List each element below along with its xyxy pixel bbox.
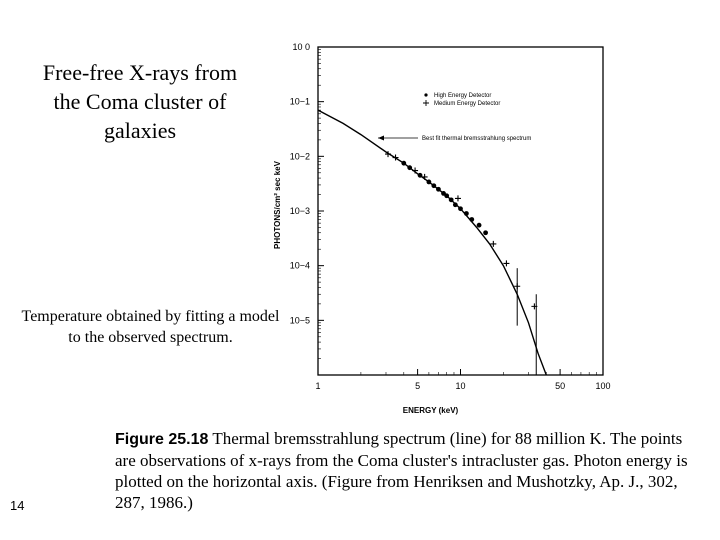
y-axis — [273, 42, 324, 359]
fit-curve-line — [318, 110, 546, 375]
x-tick-label: 50 — [555, 381, 566, 391]
annotation-arrowhead — [378, 136, 384, 141]
y-tick-label: 10−2 — [289, 151, 310, 162]
data-point-dot — [458, 206, 463, 211]
legend-plus-marker — [423, 100, 429, 106]
data-point-dot — [483, 230, 488, 235]
data-point-dot — [401, 161, 406, 166]
legend — [423, 93, 500, 107]
x-tick-label: 100 — [595, 381, 611, 391]
fit-curve — [318, 110, 546, 375]
data-point-dot — [436, 187, 441, 192]
y-tick-label: 10−1 — [289, 96, 310, 107]
data-point-dot — [426, 180, 431, 185]
data-point-dot — [469, 217, 474, 222]
data-point-dot — [477, 223, 482, 228]
x-axis — [315, 369, 610, 415]
x-tick-label: 10 — [455, 381, 466, 391]
slide-title: Free-free X-rays from the Coma cluster of galaxies — [42, 60, 238, 143]
y-tick-label: 10−3 — [289, 206, 310, 216]
data-point-dot — [407, 165, 412, 170]
data-point-dot — [464, 211, 469, 216]
x-tick-label: 5 — [415, 381, 421, 391]
data-point-dot — [444, 193, 449, 198]
data-point-dot — [453, 202, 458, 207]
legend-dot-marker — [424, 93, 427, 96]
data-point-plus — [422, 174, 428, 180]
figure-caption-label: Figure 25.18 — [115, 431, 209, 448]
y-tick-label: 10−5 — [289, 315, 310, 326]
y-axis-label: PHOTONS/cm² sec keV — [273, 161, 282, 249]
data-point-dot — [431, 183, 436, 188]
legend-entry: Medium Energy Detector — [434, 101, 501, 107]
y-tick-label: 10 0 — [292, 42, 310, 52]
figure-caption-text: Thermal bremsstrahlung spectrum (line) for 88 million K. The points are observations of x-rays from the Coma cluster's intracluster gas. Photon energy is plotted on the horizontal axis. (Figure from Henriksen and Mushotzky, Ap. J., 302, 287, 1986.) — [115, 429, 688, 512]
slide-note: Temperature obtained by fitting a model to the observed spectrum. — [21, 308, 280, 346]
slide-page-number: 14 — [10, 498, 25, 513]
y-tick-label: 10−4 — [289, 260, 310, 271]
annotation-text: Best fit thermal bremsstrahlung spectrum — [422, 136, 532, 142]
data-point-plus — [455, 195, 461, 201]
data-point-plus — [503, 260, 509, 266]
legend-entry: High Energy Detector — [434, 93, 492, 99]
data-point-dot — [449, 197, 454, 202]
x-tick-label: 1 — [315, 381, 321, 391]
data-points — [385, 151, 537, 309]
error-bars — [517, 268, 536, 375]
annotation — [378, 136, 531, 143]
x-axis-label: ENERGY (keV) — [402, 406, 459, 415]
figure-caption — [115, 428, 690, 513]
